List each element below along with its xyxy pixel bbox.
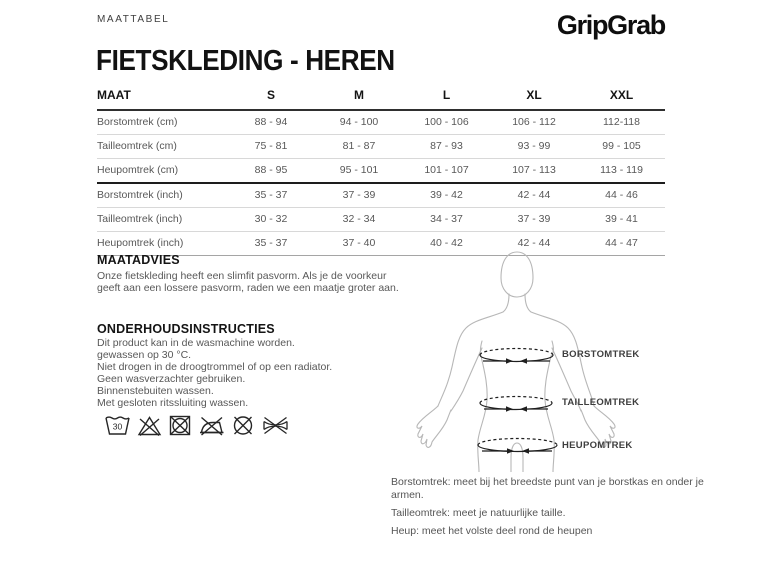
- cell: 75 - 81: [227, 135, 315, 159]
- cell: 88 - 94: [227, 110, 315, 135]
- cell: 81 - 87: [315, 135, 403, 159]
- table-row: [97, 208, 665, 232]
- note-hip: Heup: meet het volste deel rond de heupen: [391, 525, 593, 537]
- onderhoud-heading: ONDERHOUDSINSTRUCTIES: [97, 322, 275, 336]
- cell: 39 - 41: [578, 208, 665, 232]
- size-table: [97, 88, 665, 256]
- svg-text:30: 30: [112, 421, 123, 432]
- cell: 39 - 42: [403, 183, 490, 208]
- cell: 37 - 39: [490, 208, 578, 232]
- cell: 106 - 112: [490, 110, 578, 135]
- laundry-symbols: [104, 414, 290, 437]
- row-label: Borstomtrek (cm): [97, 110, 227, 135]
- do-not-bleach-icon: [137, 414, 162, 437]
- row-label: Heupomtrek (inch): [97, 232, 227, 256]
- page-eyebrow: MAATTABEL: [97, 14, 170, 25]
- col-m: M: [315, 88, 403, 110]
- cell: 99 - 105: [578, 135, 665, 159]
- cell: 113 - 119: [578, 159, 665, 184]
- table-row: [97, 110, 665, 135]
- maatadvies-heading: MAATADVIES: [97, 253, 180, 267]
- note-chest: Borstomtrek: meet bij het breedste punt van je borstkas en onder je armen.: [391, 476, 704, 501]
- cell: 87 - 93: [403, 135, 490, 159]
- wash-30-icon: [104, 414, 131, 437]
- care-line: Dit product kan in de wasmachine worden.: [97, 337, 295, 349]
- cell: 32 - 34: [315, 208, 403, 232]
- note-waist: Tailleomtrek: meet je natuurlijke taille.: [391, 507, 566, 519]
- cell: 88 - 95: [227, 159, 315, 184]
- cell: 42 - 44: [490, 183, 578, 208]
- row-label: Borstomtrek (inch): [97, 183, 227, 208]
- row-label: Tailleomtrek (cm): [97, 135, 227, 159]
- care-line: Geen wasverzachter gebruiken.: [97, 373, 246, 386]
- table-row: [97, 135, 665, 159]
- cell: 40 - 42: [403, 232, 490, 256]
- care-line: Met gesloten ritssluiting wassen.: [97, 397, 249, 410]
- size-table-header-row: [97, 88, 665, 110]
- col-s: S: [227, 88, 315, 110]
- hip-dashed-arc: [478, 439, 557, 446]
- cell: 93 - 99: [490, 135, 578, 159]
- chest-dashed-arc: [480, 349, 553, 356]
- col-xl: XL: [490, 88, 578, 110]
- cell: 44 - 46: [578, 183, 665, 208]
- col-l: L: [403, 88, 490, 110]
- body-measurement-diagram: [398, 248, 638, 472]
- cell: 30 - 32: [227, 208, 315, 232]
- cell: 37 - 39: [315, 183, 403, 208]
- do-not-tumble-dry-icon: [168, 414, 192, 437]
- care-line: Binnenstebuiten wassen.: [97, 385, 214, 398]
- care-line: Niet drogen in de droogtrommel of op een radiator.: [97, 361, 333, 374]
- cell: 94 - 100: [315, 110, 403, 135]
- row-label: Heupomtrek (cm): [97, 159, 227, 184]
- maatadvies-text: Onze fietskleding heeft een slimfit pasvorm. Als je de voorkeur geeft aan een lossere pasvorm, raden we een maatje groter aan.: [97, 270, 399, 295]
- page-title: FIETSKLEDING - HEREN: [96, 45, 395, 77]
- col-maat: MAAT: [97, 88, 227, 110]
- cell: 112-118: [578, 110, 665, 135]
- waist-measure-label: TAILLEOMTREK: [562, 397, 640, 408]
- cell: 95 - 101: [315, 159, 403, 184]
- cell: 101 - 107: [403, 159, 490, 184]
- cell: 44 - 47: [578, 232, 665, 256]
- do-not-iron-icon: [198, 414, 225, 437]
- gripgrab-logo: GripGrab: [556, 10, 665, 40]
- do-not-dry-clean-icon: [231, 414, 255, 437]
- table-row: [97, 159, 665, 184]
- cell: 42 - 44: [490, 232, 578, 256]
- measure-notes: [391, 476, 739, 543]
- cell: 35 - 37: [227, 183, 315, 208]
- table-row: [97, 183, 665, 208]
- cell: 35 - 37: [227, 232, 315, 256]
- chest-measure-label: BORSTOMTREK: [562, 349, 640, 360]
- care-instructions: [97, 337, 332, 410]
- row-label: Tailleomtrek (inch): [97, 208, 227, 232]
- cell: 34 - 37: [403, 208, 490, 232]
- cell: 100 - 106: [403, 110, 490, 135]
- hip-measure-label: HEUPOMTREK: [562, 440, 633, 451]
- do-not-wring-icon: [261, 414, 290, 437]
- care-line: gewassen op 30 °C.: [97, 349, 192, 362]
- cell: 107 - 113: [490, 159, 578, 184]
- col-xxl: XXL: [578, 88, 665, 110]
- cell: 37 - 40: [315, 232, 403, 256]
- waist-dashed-arc: [480, 397, 552, 403]
